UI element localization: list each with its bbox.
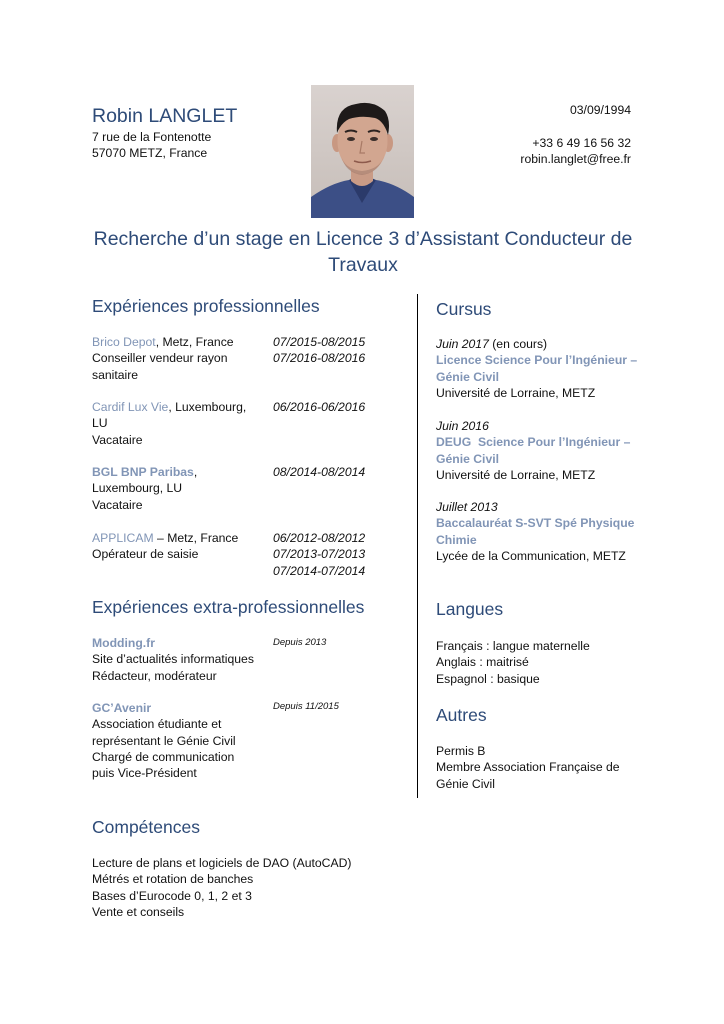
company-location: – Metz, France (153, 531, 239, 545)
birthdate: 03/09/1994 (570, 103, 631, 117)
job-objective (60, 227, 666, 278)
since-date: Depuis 2013 (273, 637, 327, 648)
extra-item (92, 700, 272, 781)
address-line: 7 rue de la Fontenotte (92, 130, 212, 144)
company-name: Cardif Lux Vie (92, 400, 169, 414)
experience-dates (273, 530, 365, 579)
job-objective-line: Recherche d’un stage en Licence 3 d’Assistant Conducteur de (93, 228, 633, 250)
company-location: LU (92, 416, 108, 431)
role-line: Site d’actualités informatiques (92, 652, 254, 667)
job-title: sanitaire (92, 367, 139, 382)
school-name: Université de Lorraine, METZ (436, 385, 596, 400)
other-item: Permis B (436, 744, 486, 758)
experience-dates (273, 334, 365, 367)
experience-item (92, 464, 267, 513)
competence-item: Métrés et rotation de banches (92, 872, 254, 887)
degree-name: Licence Science Pour l’Ingénieur – (436, 353, 638, 368)
company-location: Luxembourg, LU (92, 481, 183, 496)
column-divider (417, 294, 418, 798)
competence-item: Vente et conseils (92, 904, 185, 919)
company-name: Brico Depot (92, 335, 156, 349)
company-location: , (193, 465, 198, 479)
section-title-extra: Expériences extra-professionnelles (92, 597, 365, 617)
role-line: Chargé de communication (92, 749, 235, 764)
experience-dates (273, 399, 365, 415)
cursus-date: Juillet 2013 (436, 500, 498, 514)
date-range: 07/2016-08/2016 (273, 351, 366, 366)
role-line: représentant le Génie Civil (92, 733, 236, 748)
job-objective-line: Travaux (328, 253, 398, 276)
job-title: Vacataire (92, 497, 143, 512)
role-line: Association étudiante et (92, 717, 222, 732)
job-title: Conseiller vendeur rayon (92, 351, 228, 366)
section-title-experiences: Expériences professionnelles (92, 296, 320, 316)
company-name: BGL BNP Paribas (92, 465, 194, 479)
other-item: Membre Association Française de (436, 760, 620, 775)
school-name: Université de Lorraine, METZ (436, 467, 596, 482)
langues-list (436, 638, 590, 687)
role-line: puis Vice-Président (92, 766, 197, 781)
cursus-item (436, 418, 636, 483)
address-line: 57070 METZ, France (92, 146, 208, 161)
degree-name: Baccalauréat S-SVT Spé Physique (436, 516, 635, 531)
degree-name: Génie Civil (436, 451, 499, 466)
experience-item (92, 334, 267, 383)
experience-item (92, 530, 267, 563)
section-title-autres: Autres (436, 705, 487, 725)
role-line: Rédacteur, modérateur (92, 668, 217, 683)
job-title: Vacataire (92, 432, 143, 447)
cursus-item (436, 336, 636, 401)
job-title: Opérateur de saisie (92, 547, 199, 562)
organization-name: GC’Avenir (92, 701, 152, 715)
organization-name: Modding.fr (92, 636, 155, 650)
date-range: 06/2012-08/2012 (273, 531, 366, 545)
other-item: Génie Civil (436, 776, 495, 791)
company-location: , Luxembourg, (168, 400, 247, 414)
address (92, 129, 211, 162)
degree-name: Génie Civil (436, 369, 499, 384)
experience-dates (273, 464, 365, 480)
language-item: Espagnol : basique (436, 671, 540, 686)
language-item: Anglais : maitrisé (436, 655, 529, 670)
cursus-item (436, 499, 636, 564)
company-name: APPLICAM (92, 531, 154, 545)
extra-item (92, 635, 272, 684)
candidate-name: Robin LANGLET (92, 105, 238, 127)
degree-name: DEUG Science Pour l’Ingénieur – (436, 435, 631, 450)
competences-list (92, 855, 351, 920)
section-title-cursus: Cursus (436, 299, 492, 319)
section-title-competences: Compétences (92, 817, 200, 837)
competence-item: Lecture de plans et logiciels de DAO (AutoCAD) (92, 856, 352, 870)
cursus-status: (en cours) (488, 337, 548, 351)
profile-photo (311, 85, 414, 218)
email: robin.langlet@free.fr (520, 152, 631, 166)
section-title-langues: Langues (436, 599, 504, 619)
competence-item: Bases d’Eurocode 0, 1, 2 et 3 (92, 888, 252, 903)
company-location: , Metz, France (155, 335, 234, 349)
date-range: 08/2014-08/2014 (273, 465, 366, 479)
autres-list (436, 743, 620, 792)
phone: +33 6 49 16 56 32 (532, 136, 631, 150)
since-date: Depuis 11/2015 (273, 701, 339, 712)
cursus-date: Juin 2017 (436, 337, 489, 351)
date-range: 07/2015-08/2015 (273, 335, 366, 349)
degree-name: Chimie (436, 532, 477, 547)
date-range: 06/2016-06/2016 (273, 400, 366, 414)
date-range: 07/2014-07/2014 (273, 563, 366, 578)
language-item: Français : langue maternelle (436, 639, 590, 653)
portrait-image (311, 85, 414, 218)
cursus-date: Juin 2016 (436, 419, 489, 433)
experience-item (92, 399, 267, 448)
school-name: Lycée de la Communication, METZ (436, 548, 626, 563)
date-range: 07/2013-07/2013 (273, 547, 366, 562)
